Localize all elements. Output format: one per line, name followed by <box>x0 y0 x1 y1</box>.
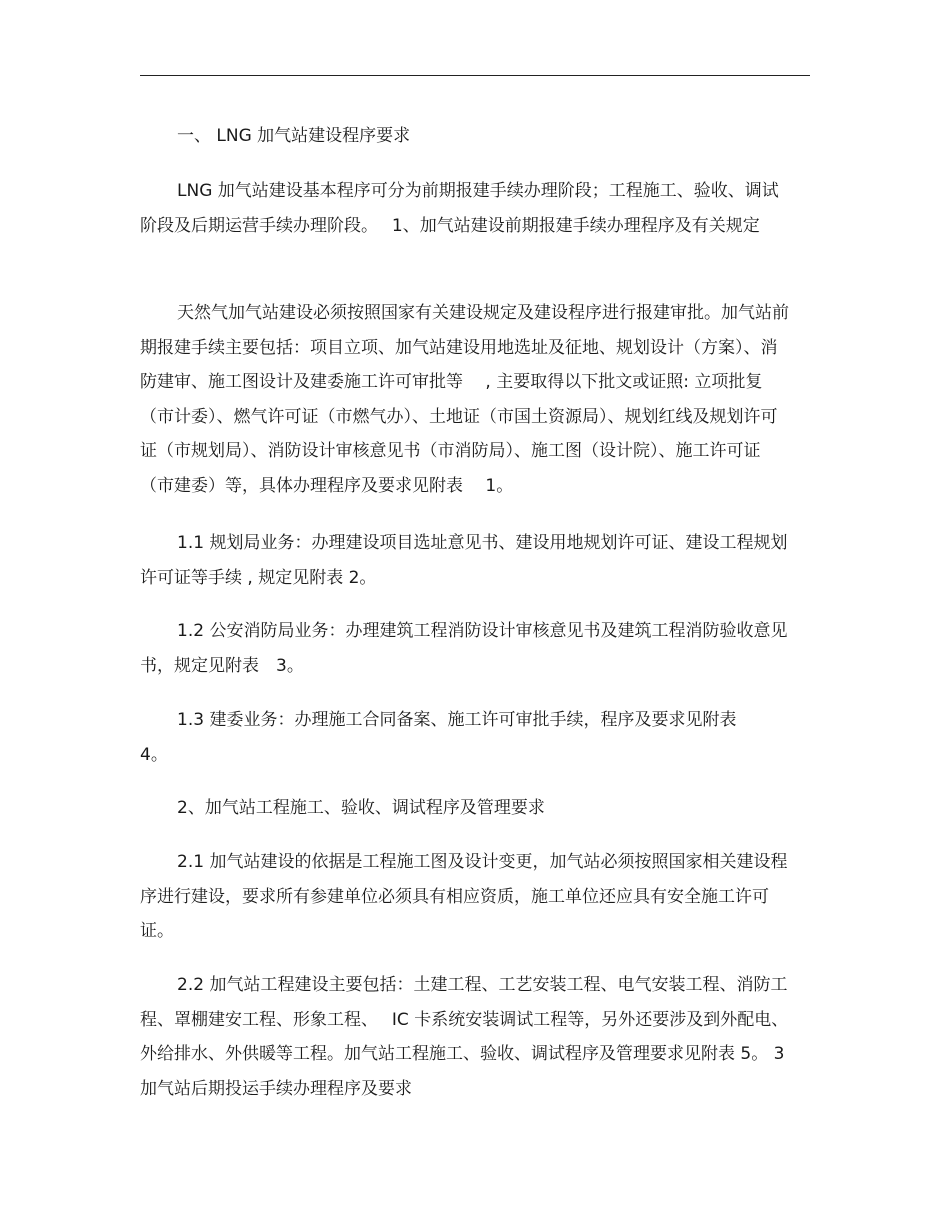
paragraph: 2、加气站工程施工、验收、调试程序及管理要求 <box>177 798 545 818</box>
section-heading: 一、 LNG 加气站建设程序要求 <box>177 126 411 146</box>
paragraph: 2.2 加气站工程建设主要包括：土建工程、工艺安装工程、电气安装工程、消防工程、罩棚建安工程、形象工程、 IC 卡系统安装调试工程等，另外还要涉及到外配电、外给排水、外供暖等工程。加气站工程施工、验收、调试程序及管理要求见附表 5。 3 加气站后期投运手续办理程序及要求 <box>140 975 789 1099</box>
paragraph: 1.3 建委业务：办理施工合同备案、施工许可审批手续，程序及要求见附表 4。 <box>140 710 771 765</box>
header-rule <box>140 75 810 76</box>
paragraph: 1.2 公安消防局业务：办理建筑工程消防设计审核意见书及建筑工程消防验收意见书，规定见附表 3。 <box>140 621 788 676</box>
paragraph: 天然气加气站建设必须按照国家有关建设规定及建设程序进行报建审批。加气站前期报建手续主要包括：项目立项、加气站建设用地选址及征地、规划设计（方案）、消防建审、施工图设计及建委施工许可审批等 , 主要取得以下批文或证照: 立项批复（市计委）、燃气许可证（市燃气办）、土地证（市国土资源局）、规划红线及规划许可证（市规划局）、消防设计审核意见书（市消防局）、施工图（设计院）、施工许可证（市建委）等，具体办理程序及要求见附表 1。 <box>140 303 789 496</box>
paragraph: LNG 加气站建设基本程序可分为前期报建手续办理阶段；工程施工、验收、调试阶段及后期运营手续办理阶段。 1、加气站建设前期报建手续办理程序及有关规定 <box>140 181 779 236</box>
paragraph: 2.1 加气站建设的依据是工程施工图及设计变更，加气站必须按照国家相关建设程序进行建设，要求所有参建单位必须具有相应资质，施工单位还应具有安全施工许可证。 <box>140 852 788 941</box>
paragraph: 1.1 规划局业务：办理建设项目选址意见书、建设用地规划许可证、建设工程规划许可证等手续 , 规定见附表 2。 <box>140 533 788 588</box>
